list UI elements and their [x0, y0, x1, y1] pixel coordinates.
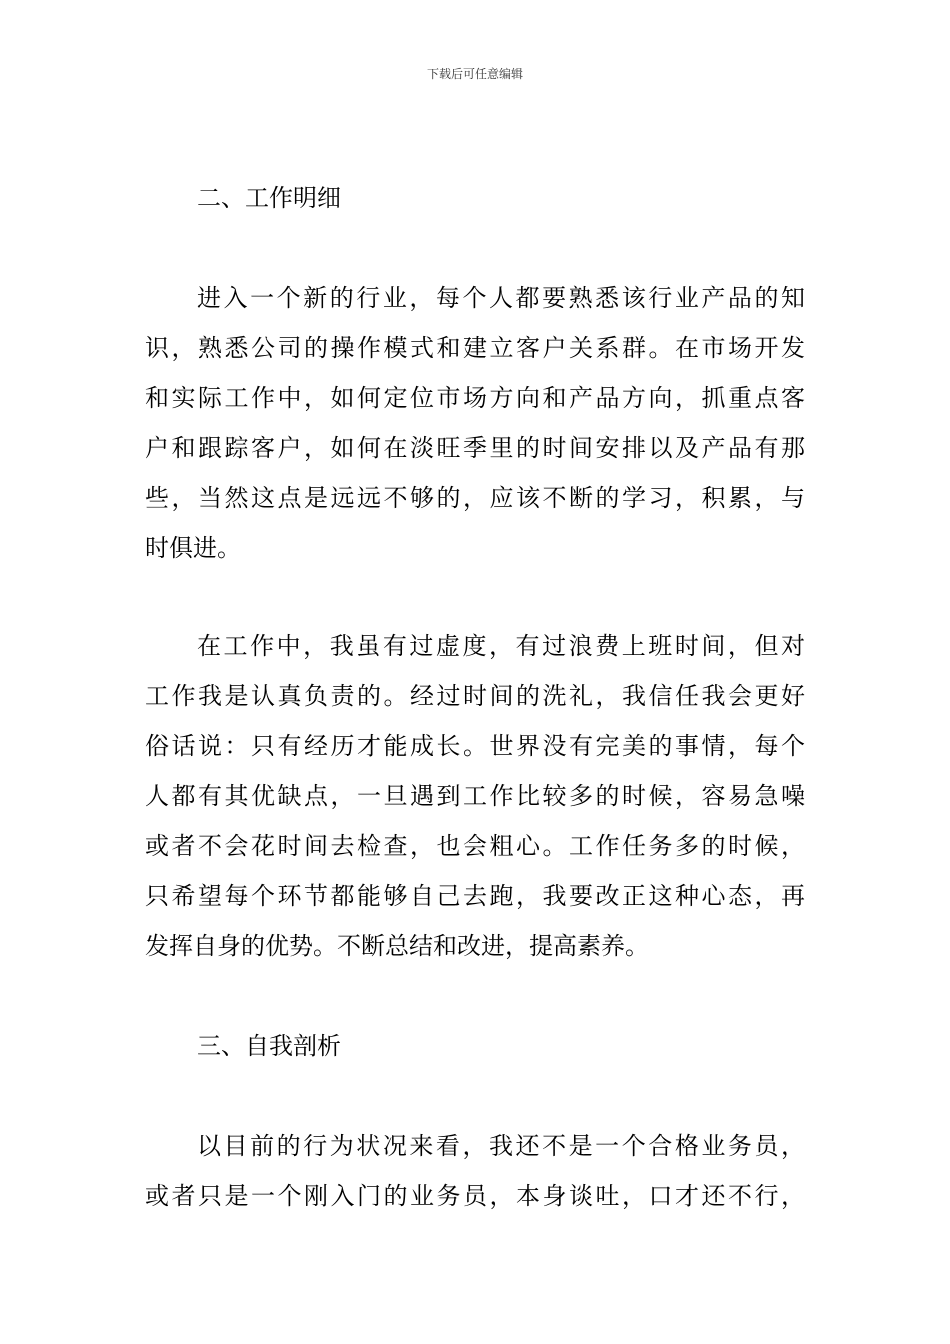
paragraph-line: 些，当然这点是远远不够的，应该不断的学习，积累，与	[145, 484, 805, 512]
header-note: 下载后可任意编辑	[426, 67, 523, 81]
paragraph-line: 和实际工作中，如何定位市场方向和产品方向，抓重点客	[145, 384, 805, 412]
paragraph-line: 人都有其优缺点，一旦遇到工作比较多的时候，容易急噪	[145, 782, 805, 810]
paragraph-line: 户和跟踪客户，如何在淡旺季里的时间安排以及产品有那	[145, 434, 805, 462]
paragraph-line: 在工作中，我虽有过虚度，有过浪费上班时间，但对	[197, 632, 805, 660]
section-heading-work-detail: 二、工作明细	[197, 184, 341, 212]
paragraph-work-detail-1	[145, 273, 805, 573]
paragraph-line: 识，熟悉公司的操作模式和建立客户关系群。在市场开发	[145, 334, 805, 362]
paragraph-line: 俗话说：只有经历才能成长。世界没有完美的事情，每个	[145, 732, 805, 760]
paragraph-line: 只希望每个环节都能够自己去跑，我要改正这种心态，再	[145, 882, 805, 910]
paragraph-line: 工作我是认真负责的。经过时间的洗礼，我信任我会更好	[145, 682, 805, 710]
paragraph-line: 或者不会花时间去检查，也会粗心。工作任务多的时候，	[145, 832, 805, 860]
paragraph-line: 时俱进。	[145, 534, 241, 562]
paragraph-work-detail-2	[145, 621, 805, 971]
paragraph-line: 发挥自身的优势。不断总结和改进，提高素养。	[145, 932, 649, 960]
paragraph-self-analysis-1	[145, 1121, 805, 1221]
paragraph-line: 或者只是一个刚入门的业务员，本身谈吐，口才还不行，	[145, 1182, 805, 1210]
paragraph-line: 以目前的行为状况来看，我还不是一个合格业务员，	[197, 1132, 805, 1160]
section-heading-self-analysis: 三、自我剖析	[197, 1032, 341, 1060]
paragraph-line: 进入一个新的行业，每个人都要熟悉该行业产品的知	[197, 284, 805, 312]
